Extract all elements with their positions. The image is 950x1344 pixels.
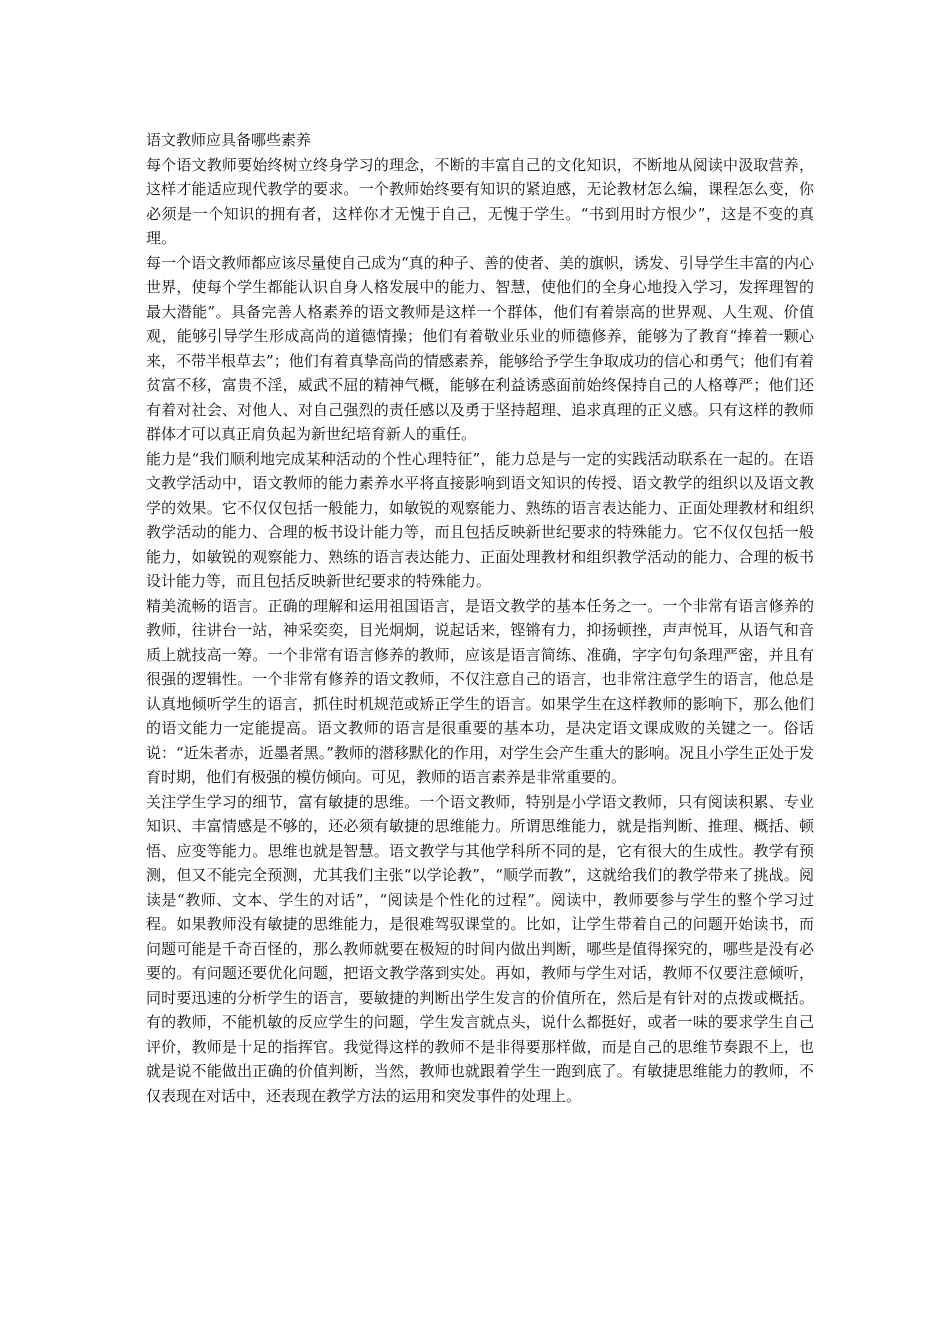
paragraph-ability: 能力是“我们顺利地完成某种活动的个性心理特征”，能力总是与一定的实践活动联系在一起的。在语文教学活动中，语文教师的能力素养水平将直接影响到语文知识的传授、语文教学的组织以及语文教学的效果。它不仅仅包括一般能力，如敏锐的观察能力、熟练的语言表达能力、正面处理教材和组织教学活动的能力、合理的板书设计能力等，而且包括反映新世纪要求的特殊能力。它不仅仅包括一般能力，如敏锐的观察能力、熟练的语言表达能力、正面处理教材和组织教学活动的能力、合理的板书设计能力等，而且包括反映新世纪要求的特殊能力。 [146, 449, 814, 590]
paragraph-thinking: 关注学生学习的细节，富有敏捷的思维。一个语文教师，特别是小学语文教师，只有阅读积累、专业知识、丰富情感是不够的，还必须有敏捷的思维能力。所谓思维能力，就是指判断、推理、概括、顿悟、应变等能力。思维也就是智慧。语文教学与其他学科所不同的是，它有很大的生成性。教学有预测，但又不能完全预测，尤其我们主张“以学论教”，“顺学而教”，这就给我们的教学带来了挑战。阅读是“教师、文本、学生的对话”，“阅读是个性化的过程”。阅读中，教师要参与学生的整个学习过程。如果教师没有敏捷的思维能力，是很难驾驭课堂的。比如，让学生带着自己的问题开始读书，而问题可能是千奇百怪的，那么教师就要在极短的时间内做出判断，哪些是值得探究的，哪些是没有必要的。有问题还要优化问题，把语文教学落到实处。再如，教师与学生对话，教师不仅要注意倾听，同时要迅速的分析学生的语言，要敏捷的判断出学生发言的价值所在，然后是有针对的点拨或概括。有的教师，不能机敏的反应学生的问题，学生发言就点头，说什么都挺好，或者一味的要求学生自己评价，教师是十足的指挥官。我觉得这样的教师不是非得要那样做，而是自己的思维节奏跟不上，也就是说不能做出正确的价值判断，当然，教师也就跟着学生一跑到底了。有敏捷思维能力的教师，不仅表现在对话中，还表现在教学方法的运用和突发事件的处理上。 [146, 792, 814, 1105]
paragraph-lifelong-learning: 每个语文教师要始终树立终身学习的理念，不断的丰富自己的文化知识，不断地从阅读中汲取营养，这样才能适应现代教学的要求。一个教师始终要有知识的紧迫感，无论教材怎么编，课程怎么变，你必须是一个知识的拥有者，这样你才无愧于自己，无愧于学生。“书到用时方恨少”，这是不变的真理。 [146, 155, 814, 247]
paragraph-personality: 每一个语文教师都应该尽量使自己成为“真的种子、善的使者、美的旗帜，诱发、引导学生丰富的内心世界，使每个学生都能认识自身人格发展中的能力、智慧，使他们的全身心地投入学习，发挥理智的最大潜能”。具备完善人格素养的语文教师是这样一个群体，他们有着崇高的世界观、人生观、价值观，能够引导学生形成高尚的道德情操；他们有着敬业乐业的师德修养，能够为了教育“捧着一颗心来，不带半根草去”；他们有着真挚高尚的情感素养，能够给予学生争取成功的信心和勇气；他们有着贫富不移，富贵不淫，威武不屈的精神气概，能够在利益诱惑面前始终保持自己的人格尊严；他们还有着对社会、对他人、对自己强烈的责任感以及勇于坚持超理、追求真理的正义感。只有这样的教师群体才可以真正肩负起为新世纪培育新人的重任。 [146, 253, 814, 443]
paragraph-language: 精美流畅的语言。正确的理解和运用祖国语言，是语文教学的基本任务之一。一个非常有语言修养的教师，往讲台一站，神采奕奕，目光炯炯，说起话来，铿锵有力，抑扬顿挫，声声悦耳，从语气和音质上就技高一筹。一个非常有语言修养的教师，应该是语言简练、准确，字字句句条理严密，并且有很强的逻辑性。一个非常有修养的语文教师，不仅注意自己的语言，也非常注意学生的语言，他总是认真地倾听学生的语言，抓住时机规范或矫正学生的语言。如果学生在这样教师的影响下，那么他们的语文能力一定能提高。语文教师的语言是很重要的基本功，是决定语文课成败的关键之一。俗话说：“近朱者赤，近墨者黑。”教师的潜移默化的作用，对学生会产生重大的影响。况且小学生正处于发育时期，他们有极强的模仿倾向。可见，教师的语言素养是非常重要的。 [146, 596, 814, 786]
document-page [146, 128, 814, 1108]
document-title: 语文教师应具备哪些素养 [146, 131, 312, 149]
